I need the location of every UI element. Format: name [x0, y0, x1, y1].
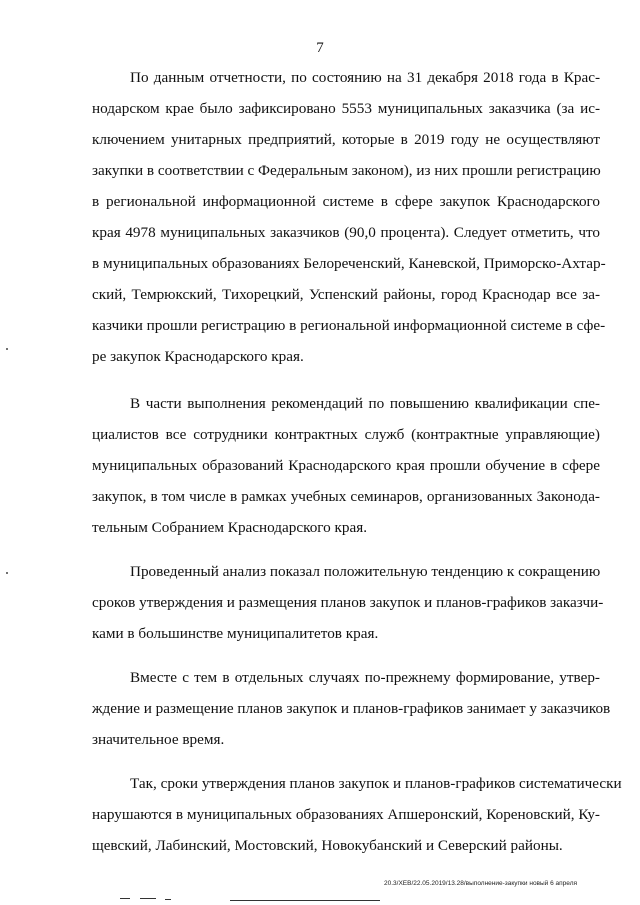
- page-number: 7: [316, 40, 324, 56]
- footer-code: 20.3/ХЕВ/22.05.2019/13.28/выполнение-закупки новый 6 апреля: [384, 880, 578, 887]
- text-line: нарушаются в муниципальных образованиях Апшеронский, Кореновский, Ку-: [92, 806, 600, 823]
- text-line: ре закупок Краснодарского края.: [92, 348, 304, 365]
- text-line: в муниципальных образованиях Белореченский, Каневской, Приморско-Ахтар-: [92, 255, 606, 272]
- text-line: Вместе с тем в отдельных случаях по-прежнему формирование, утвер-: [130, 669, 600, 686]
- text-line: сроков утверждения и размещения планов закупок и планов-графиков заказчи-: [92, 594, 604, 611]
- scan-artifact: [230, 900, 380, 901]
- text-line: Проведенный анализ показал положительную тенденцию к сокращению: [130, 563, 601, 580]
- text-line: щевский, Лабинский, Мостовский, Новокубанский и Северский районы.: [92, 837, 563, 854]
- text-line: закупок, в том числе в рамках учебных семинаров, организованных Законода-: [92, 488, 600, 505]
- scan-artifact: [140, 898, 156, 899]
- text-line: ский, Темрюкский, Тихорецкий, Успенский районы, город Краснодар все за-: [92, 286, 600, 303]
- scan-artifact: [120, 898, 130, 899]
- scan-artifact: [6, 572, 8, 574]
- text-line: муниципальных образований Краснодарского края прошли обучение в сфере: [92, 457, 600, 474]
- text-line: ждение и размещение планов закупок и планов-графиков занимает у заказчиков: [92, 700, 611, 717]
- text-line: ками в большинстве муниципалитетов края.: [92, 625, 379, 642]
- text-line: казчики прошли регистрацию в региональной информационной системе в сфе-: [92, 317, 606, 334]
- text-line: закупки в соответствии с Федеральным законом), из них прошли регистрацию: [92, 162, 601, 179]
- text-line: в региональной информационной системе в сфере закупок Краснодарского: [92, 193, 600, 210]
- text-line: ключением унитарных предприятий, которые в 2019 году не осуществляют: [92, 131, 600, 148]
- scan-artifact: [165, 899, 171, 900]
- text-line: края 4978 муниципальных заказчиков (90,0 процента). Следует отметить, что: [92, 224, 600, 241]
- text-line: Так, сроки утверждения планов закупок и планов-графиков систематически: [130, 775, 622, 792]
- text-line: В части выполнения рекомендаций по повышению квалификации спе-: [130, 395, 600, 412]
- text-line: циалистов все сотрудники контрактных служб (контрактные управляющие): [92, 426, 600, 443]
- text-line: нодарском крае было зафиксировано 5553 муниципальных заказчика (за ис-: [92, 100, 600, 117]
- scan-artifact: [6, 348, 8, 350]
- text-line: значительное время.: [92, 731, 225, 748]
- text-line: тельным Собранием Краснодарского края.: [92, 519, 368, 536]
- text-line: По данным отчетности, по состоянию на 31 декабря 2018 года в Крас-: [130, 69, 600, 86]
